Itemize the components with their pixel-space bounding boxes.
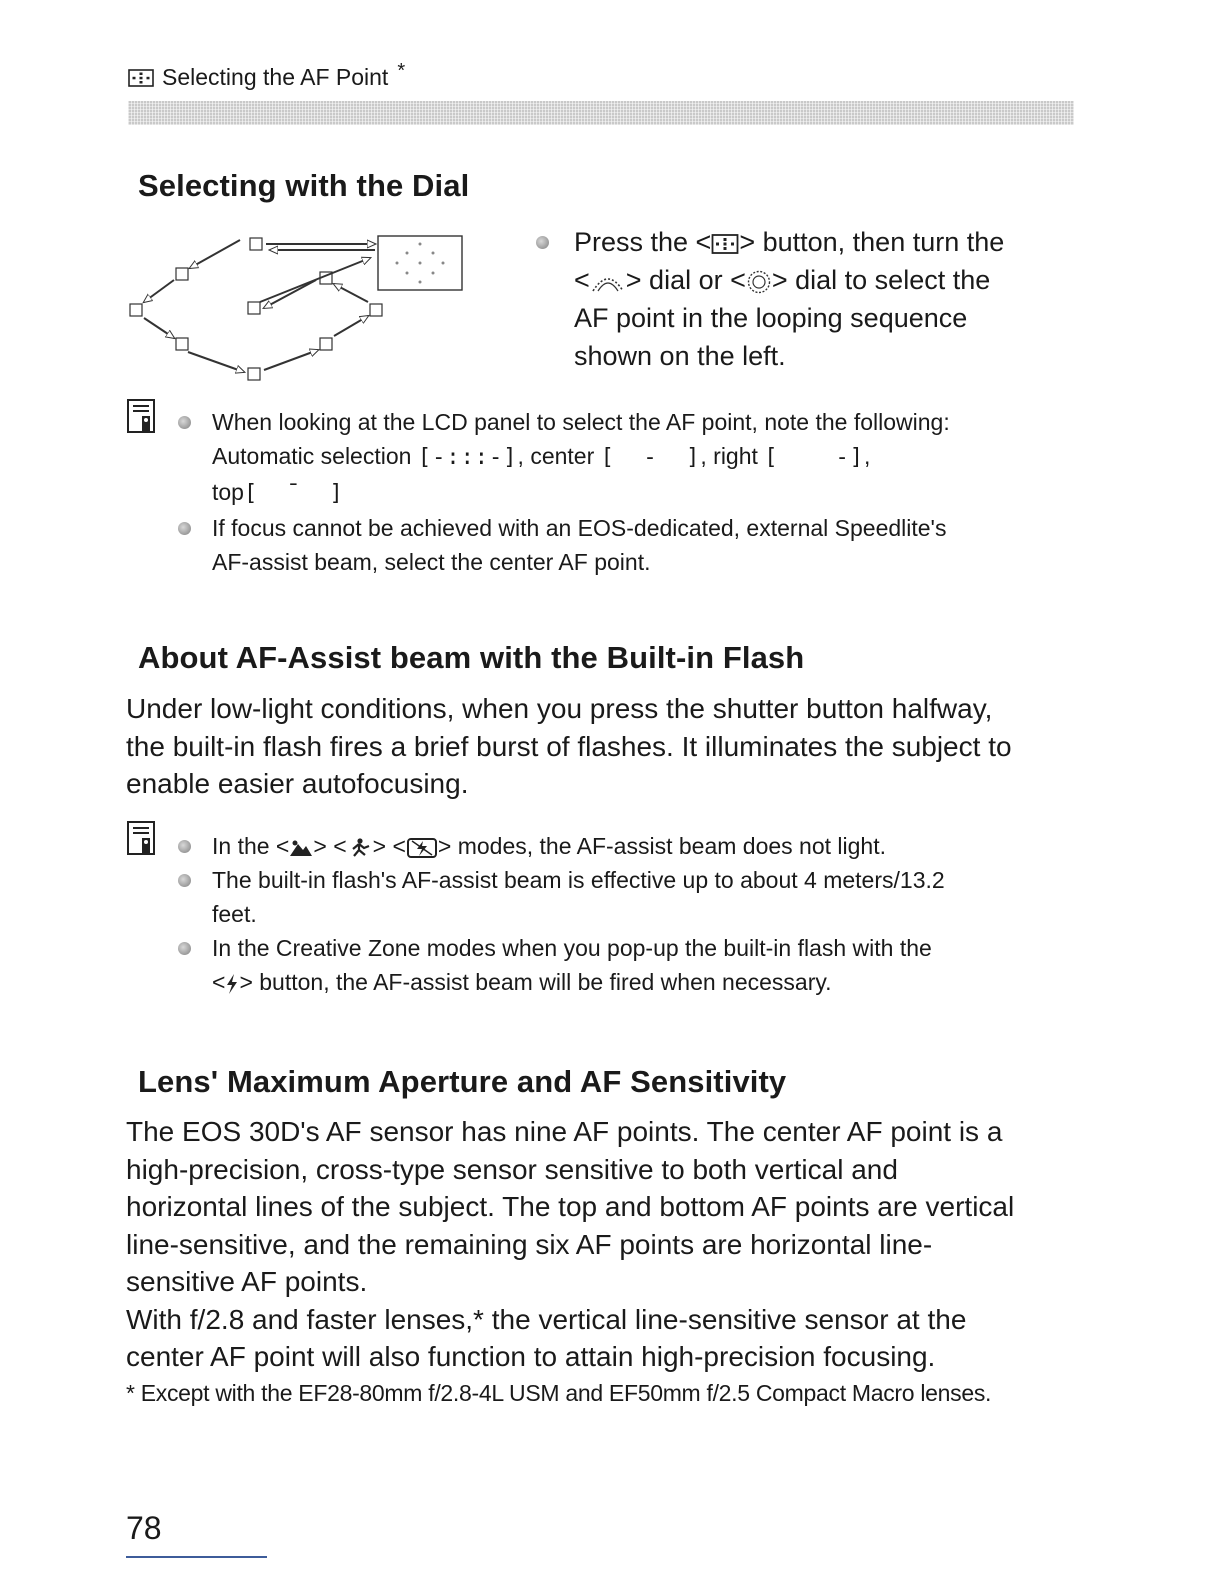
memo-note-icon [126,820,158,856]
instruction-line-3: AF point in the looping sequence [574,303,968,333]
bullet-icon [178,874,191,887]
page-number: 78 [126,1510,162,1546]
heading-lens-aperture: Lens' Maximum Aperture and AF Sensitivity [138,1064,787,1099]
lens-aperture-paragraph: The EOS 30D's AF sensor has nine AF points. The center AF point is a high-precision, cross-type sensor sensitive to both vertical and horizontal lines of the subject. The top and bottom AF points are vertical line-sensitive, and the remaining six AF points are horizontal line- sensitive AF points. With f/2.8 and faster lenses,* the vertical line-sensitive sensor at the center AF point will also function to attain high-precision focusing. [126,1116,1015,1372]
flash-icon [225,973,239,995]
main-dial-icon [590,269,626,295]
memo-note-icon [126,398,158,434]
instruction-press-button [534,223,1094,375]
list-item: The built-in flash's AF-assist beam is effective up to about 4 meters/13.2 feet. [176,863,1076,931]
page-number-rule [126,1556,267,1558]
instruction-line-4: shown on the left. [574,341,786,371]
footnote: * Except with the EF28-80mm f/2.8-4L USM and EF50mm f/2.5 Compact Macro lenses. [126,1380,992,1406]
list-item: When looking at the LCD panel to select the AF point, note the following: Automatic selection [-:::-], center [ - ], right [ -], top[ ¯ ] [176,405,1076,511]
header-title: Selecting the AF Point [162,64,389,90]
list-item: If focus cannot be achieved with an EOS-dedicated, external Speedlite's AF-assist beam, select the center AF point. [176,511,1076,579]
sports-mode-icon [347,837,373,859]
instruction-line-1: Press the < > button, then turn the [574,227,1005,257]
flash-off-mode-icon [406,837,438,859]
list-item: In the Creative Zone modes when you pop-up the built-in flash with the < > button, the AF-assist beam will be fired when necessary. [176,931,1076,999]
bullet-icon [178,840,191,853]
af-point-selection-button-icon [711,233,739,255]
lcd-examples-line: Automatic selection [-:::-], center [ - ], right [ -], [212,443,871,470]
af-point-selection-button-icon [128,69,154,87]
instruction-line-2: < > dial or < > dial to select the [574,265,991,295]
af-assist-paragraph: Under low-light conditions, when you press the shutter button halfway, the built-in flash fires a brief burst of flashes. It illuminates the subject to enable easier autofocusing. [126,693,1012,799]
list-item: In the < > < > < > modes, the AF-assist beam does not light. [176,829,1076,863]
heading-selecting-with-dial: Selecting with the Dial [138,168,470,203]
header-rule-bar [128,101,1074,125]
af-point-looping-sequence-diagram [120,228,480,388]
bullet-icon [536,236,549,249]
bullet-icon [178,416,191,429]
bullet-icon [178,942,191,955]
quick-control-dial-icon [746,269,772,295]
landscape-mode-icon [289,838,313,858]
bullet-icon [178,522,191,535]
dial-notes-list [176,405,1076,579]
heading-af-assist-beam: About AF-Assist beam with the Built-in Flash [138,640,805,675]
af-assist-notes-list [176,829,1076,999]
running-header [128,60,406,91]
header-star: * [397,60,406,82]
lcd-top-line: top[ ¯ ] [212,479,344,506]
